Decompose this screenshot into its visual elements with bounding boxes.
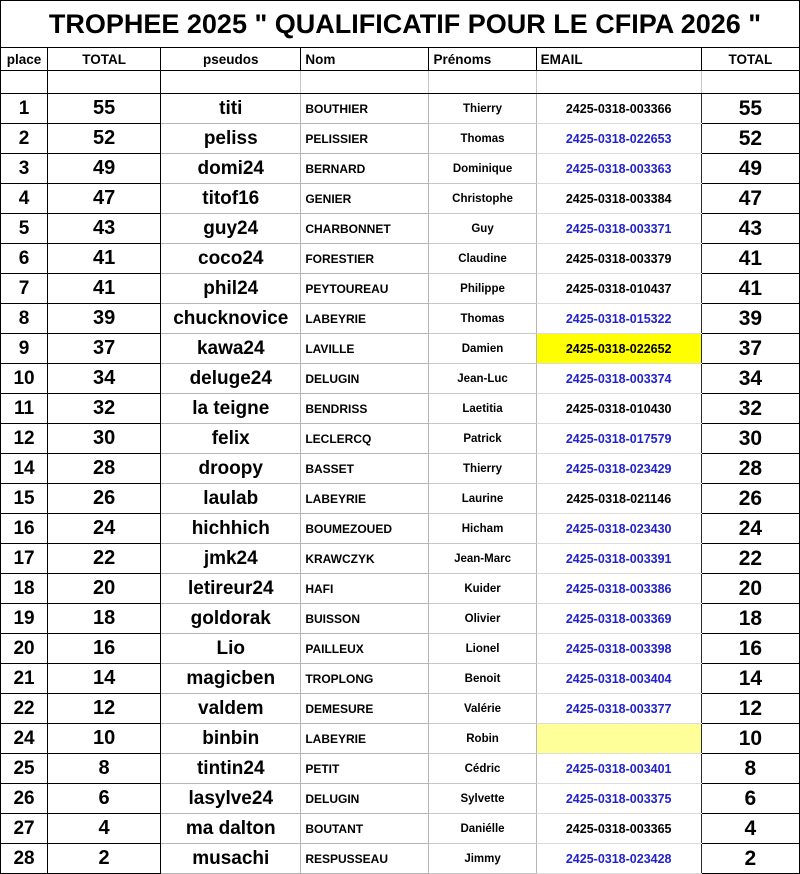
cell-pseudo: laulab (161, 484, 301, 514)
table-row (1, 604, 800, 634)
cell-prenom: Hicham (429, 514, 536, 544)
cell-place: 26 (1, 784, 48, 814)
cell-total_right: 32 (701, 394, 799, 424)
cell-pseudo: binbin (161, 724, 301, 754)
cell-nom: GENIER (301, 184, 429, 214)
table-row (1, 94, 800, 124)
column-header-total-right: TOTAL (701, 48, 799, 71)
cell-place: 3 (1, 154, 48, 184)
table-row (1, 784, 800, 814)
cell-email: 2425-0318-021146 (536, 484, 701, 514)
cell-pseudo: letireur24 (161, 574, 301, 604)
cell-pseudo: Lio (161, 634, 301, 664)
cell-prenom: Dominique (429, 154, 536, 184)
cell-total_right: 16 (701, 634, 799, 664)
cell-total_right: 24 (701, 514, 799, 544)
column-header-pseudos: pseudos (161, 48, 301, 71)
cell-pseudo: domi24 (161, 154, 301, 184)
cell-pseudo: magicben (161, 664, 301, 694)
cell-total: 47 (48, 184, 161, 214)
header-row (1, 48, 800, 71)
cell-place: 6 (1, 244, 48, 274)
cell-email: 2425-0318-010437 (536, 274, 701, 304)
page-title: TROPHEE 2025 " QUALIFICATIF POUR LE CFIPA 2026 " (1, 1, 800, 48)
cell-place: 1 (1, 94, 48, 124)
cell-prenom: Lionel (429, 634, 536, 664)
cell-nom: BOUTHIER (301, 94, 429, 124)
cell-total: 49 (48, 154, 161, 184)
cell-prenom: Thomas (429, 304, 536, 334)
cell-nom: PETIT (301, 754, 429, 784)
cell-email: 2425-0318-003379 (536, 244, 701, 274)
cell-prenom: Guy (429, 214, 536, 244)
table-row (1, 574, 800, 604)
table-row (1, 364, 800, 394)
cell-place: 4 (1, 184, 48, 214)
table-row (1, 664, 800, 694)
spacer-cell-total-left (48, 71, 161, 94)
table-row (1, 544, 800, 574)
cell-nom: LABEYRIE (301, 484, 429, 514)
cell-email[interactable]: 2425-0318-003374 (536, 364, 701, 394)
cell-email[interactable]: 2425-0318-022653 (536, 124, 701, 154)
cell-place: 16 (1, 514, 48, 544)
cell-pseudo: titof16 (161, 184, 301, 214)
cell-prenom: Sylvette (429, 784, 536, 814)
cell-total_right: 30 (701, 424, 799, 454)
cell-total: 34 (48, 364, 161, 394)
cell-nom: CHARBONNET (301, 214, 429, 244)
table-row (1, 634, 800, 664)
cell-prenom: Kuider (429, 574, 536, 604)
cell-prenom: Jimmy (429, 844, 536, 874)
cell-total_right: 4 (701, 814, 799, 844)
table-row (1, 454, 800, 484)
cell-total: 12 (48, 694, 161, 724)
cell-place: 28 (1, 844, 48, 874)
cell-total_right: 20 (701, 574, 799, 604)
cell-email: 2425-0318-003365 (536, 814, 701, 844)
table-row (1, 424, 800, 454)
cell-place: 7 (1, 274, 48, 304)
cell-prenom: Patrick (429, 424, 536, 454)
cell-total_right: 18 (701, 604, 799, 634)
cell-place: 17 (1, 544, 48, 574)
cell-place: 12 (1, 424, 48, 454)
cell-nom: PELISSIER (301, 124, 429, 154)
cell-total_right: 22 (701, 544, 799, 574)
cell-pseudo: chucknovice (161, 304, 301, 334)
table-row (1, 724, 800, 754)
cell-total: 16 (48, 634, 161, 664)
cell-nom: BOUMEZOUED (301, 514, 429, 544)
cell-total: 20 (48, 574, 161, 604)
cell-total_right: 14 (701, 664, 799, 694)
cell-prenom: Jean-Marc (429, 544, 536, 574)
cell-place: 10 (1, 364, 48, 394)
cell-total_right: 43 (701, 214, 799, 244)
cell-total: 32 (48, 394, 161, 424)
table-row (1, 184, 800, 214)
cell-total: 41 (48, 244, 161, 274)
cell-pseudo: hichhich (161, 514, 301, 544)
table-row (1, 844, 800, 874)
cell-prenom: Damien (429, 334, 536, 364)
spacer-cell-place (1, 71, 48, 94)
cell-total: 10 (48, 724, 161, 754)
cell-nom: TROPLONG (301, 664, 429, 694)
cell-nom: RESPUSSEAU (301, 844, 429, 874)
cell-total: 41 (48, 274, 161, 304)
cell-email[interactable]: 2425-0318-003386 (536, 574, 701, 604)
cell-total: 2 (48, 844, 161, 874)
cell-prenom: Thomas (429, 124, 536, 154)
cell-place: 14 (1, 454, 48, 484)
cell-pseudo: titi (161, 94, 301, 124)
cell-email[interactable]: 2425-0318-003377 (536, 694, 701, 724)
cell-place: 27 (1, 814, 48, 844)
cell-prenom: Laetitia (429, 394, 536, 424)
cell-email (536, 724, 701, 754)
cell-email[interactable]: 2425-0318-003401 (536, 754, 701, 784)
cell-total_right: 8 (701, 754, 799, 784)
cell-prenom: Valérie (429, 694, 536, 724)
cell-pseudo: peliss (161, 124, 301, 154)
cell-total_right: 12 (701, 694, 799, 724)
cell-total: 8 (48, 754, 161, 784)
cell-place: 9 (1, 334, 48, 364)
table-row (1, 394, 800, 424)
column-header-email: EMAIL (536, 48, 701, 71)
cell-prenom: Philippe (429, 274, 536, 304)
cell-nom: DEMESURE (301, 694, 429, 724)
cell-pseudo: musachi (161, 844, 301, 874)
cell-nom: BUISSON (301, 604, 429, 634)
table-row (1, 514, 800, 544)
cell-email: 2425-0318-022652 (536, 334, 701, 364)
cell-total_right: 28 (701, 454, 799, 484)
table-row (1, 304, 800, 334)
cell-total: 18 (48, 604, 161, 634)
cell-pseudo: droopy (161, 454, 301, 484)
cell-nom: BENDRISS (301, 394, 429, 424)
cell-total: 6 (48, 784, 161, 814)
cell-email[interactable]: 2425-0318-003375 (536, 784, 701, 814)
cell-email[interactable]: 2425-0318-003404 (536, 664, 701, 694)
cell-total: 37 (48, 334, 161, 364)
cell-email[interactable]: 2425-0318-017579 (536, 424, 701, 454)
cell-place: 20 (1, 634, 48, 664)
spacer-cell-pseudos (161, 71, 301, 94)
cell-email[interactable]: 2425-0318-003398 (536, 634, 701, 664)
cell-prenom: Laurine (429, 484, 536, 514)
cell-email[interactable]: 2425-0318-003363 (536, 154, 701, 184)
cell-nom: BERNARD (301, 154, 429, 184)
cell-total: 52 (48, 124, 161, 154)
cell-nom: BOUTANT (301, 814, 429, 844)
cell-place: 25 (1, 754, 48, 784)
cell-place: 15 (1, 484, 48, 514)
cell-total: 43 (48, 214, 161, 244)
column-header-total-left: TOTAL (48, 48, 161, 71)
title-row (1, 1, 800, 48)
cell-place: 22 (1, 694, 48, 724)
cell-nom: HAFI (301, 574, 429, 604)
cell-total_right: 47 (701, 184, 799, 214)
cell-pseudo: deluge24 (161, 364, 301, 394)
cell-nom: DELUGIN (301, 364, 429, 394)
spacer-cell-nom (301, 71, 429, 94)
cell-total_right: 2 (701, 844, 799, 874)
cell-email: 2425-0318-003366 (536, 94, 701, 124)
cell-place: 24 (1, 724, 48, 754)
cell-pseudo: goldorak (161, 604, 301, 634)
cell-prenom: Daniélle (429, 814, 536, 844)
cell-place: 21 (1, 664, 48, 694)
cell-prenom: Thierry (429, 94, 536, 124)
cell-total: 28 (48, 454, 161, 484)
cell-pseudo: phil24 (161, 274, 301, 304)
cell-total_right: 52 (701, 124, 799, 154)
cell-nom: BASSET (301, 454, 429, 484)
cell-email[interactable]: 2425-0318-003369 (536, 604, 701, 634)
cell-total: 39 (48, 304, 161, 334)
cell-prenom: Claudine (429, 244, 536, 274)
cell-email[interactable]: 2425-0318-023429 (536, 454, 701, 484)
cell-pseudo: coco24 (161, 244, 301, 274)
column-header-nom: Nom (301, 48, 429, 71)
cell-total_right: 41 (701, 274, 799, 304)
cell-pseudo: la teigne (161, 394, 301, 424)
cell-email: 2425-0318-010430 (536, 394, 701, 424)
table-row (1, 154, 800, 184)
spacer-cell-prenoms (429, 71, 536, 94)
table-row (1, 694, 800, 724)
column-header-place: place (1, 48, 48, 71)
cell-pseudo: lasylve24 (161, 784, 301, 814)
cell-email[interactable]: 2425-0318-003371 (536, 214, 701, 244)
column-header-prenoms: Prénoms (429, 48, 536, 71)
cell-total: 4 (48, 814, 161, 844)
cell-nom: PEYTOUREAU (301, 274, 429, 304)
cell-total: 14 (48, 664, 161, 694)
cell-total_right: 6 (701, 784, 799, 814)
cell-prenom: Jean-Luc (429, 364, 536, 394)
cell-nom: LABEYRIE (301, 724, 429, 754)
cell-prenom: Olivier (429, 604, 536, 634)
cell-email: 2425-0318-003384 (536, 184, 701, 214)
cell-total_right: 55 (701, 94, 799, 124)
spacer-row (1, 71, 800, 94)
cell-prenom: Robin (429, 724, 536, 754)
cell-total: 55 (48, 94, 161, 124)
cell-pseudo: guy24 (161, 214, 301, 244)
cell-pseudo: kawa24 (161, 334, 301, 364)
cell-email[interactable]: 2425-0318-003391 (536, 544, 701, 574)
cell-email[interactable]: 2425-0318-023430 (536, 514, 701, 544)
cell-total_right: 26 (701, 484, 799, 514)
cell-email[interactable]: 2425-0318-023428 (536, 844, 701, 874)
table-row (1, 214, 800, 244)
cell-total_right: 34 (701, 364, 799, 394)
cell-pseudo: tintin24 (161, 754, 301, 784)
cell-pseudo: ma dalton (161, 814, 301, 844)
cell-total: 30 (48, 424, 161, 454)
table-row (1, 124, 800, 154)
cell-total: 22 (48, 544, 161, 574)
cell-pseudo: felix (161, 424, 301, 454)
cell-total_right: 41 (701, 244, 799, 274)
table-row (1, 484, 800, 514)
cell-nom: LAVILLE (301, 334, 429, 364)
cell-place: 11 (1, 394, 48, 424)
table-row (1, 334, 800, 364)
cell-email[interactable]: 2425-0318-015322 (536, 304, 701, 334)
cell-nom: LECLERCQ (301, 424, 429, 454)
table-row (1, 814, 800, 844)
cell-place: 5 (1, 214, 48, 244)
cell-nom: FORESTIER (301, 244, 429, 274)
cell-total_right: 39 (701, 304, 799, 334)
cell-pseudo: valdem (161, 694, 301, 724)
table-row (1, 274, 800, 304)
spacer-cell-total-right (701, 71, 799, 94)
cell-nom: DELUGIN (301, 784, 429, 814)
cell-total: 24 (48, 514, 161, 544)
spacer-cell-email (536, 71, 701, 94)
cell-total: 26 (48, 484, 161, 514)
cell-total_right: 49 (701, 154, 799, 184)
cell-nom: PAILLEUX (301, 634, 429, 664)
cell-place: 18 (1, 574, 48, 604)
cell-place: 19 (1, 604, 48, 634)
cell-place: 8 (1, 304, 48, 334)
cell-total_right: 10 (701, 724, 799, 754)
cell-prenom: Christophe (429, 184, 536, 214)
table-row (1, 244, 800, 274)
cell-total_right: 37 (701, 334, 799, 364)
cell-prenom: Thierry (429, 454, 536, 484)
cell-prenom: Cédric (429, 754, 536, 784)
cell-pseudo: jmk24 (161, 544, 301, 574)
table-row (1, 754, 800, 784)
cell-nom: LABEYRIE (301, 304, 429, 334)
cell-nom: KRAWCZYK (301, 544, 429, 574)
table-body (1, 1, 800, 874)
cell-prenom: Benoit (429, 664, 536, 694)
cell-place: 2 (1, 124, 48, 154)
